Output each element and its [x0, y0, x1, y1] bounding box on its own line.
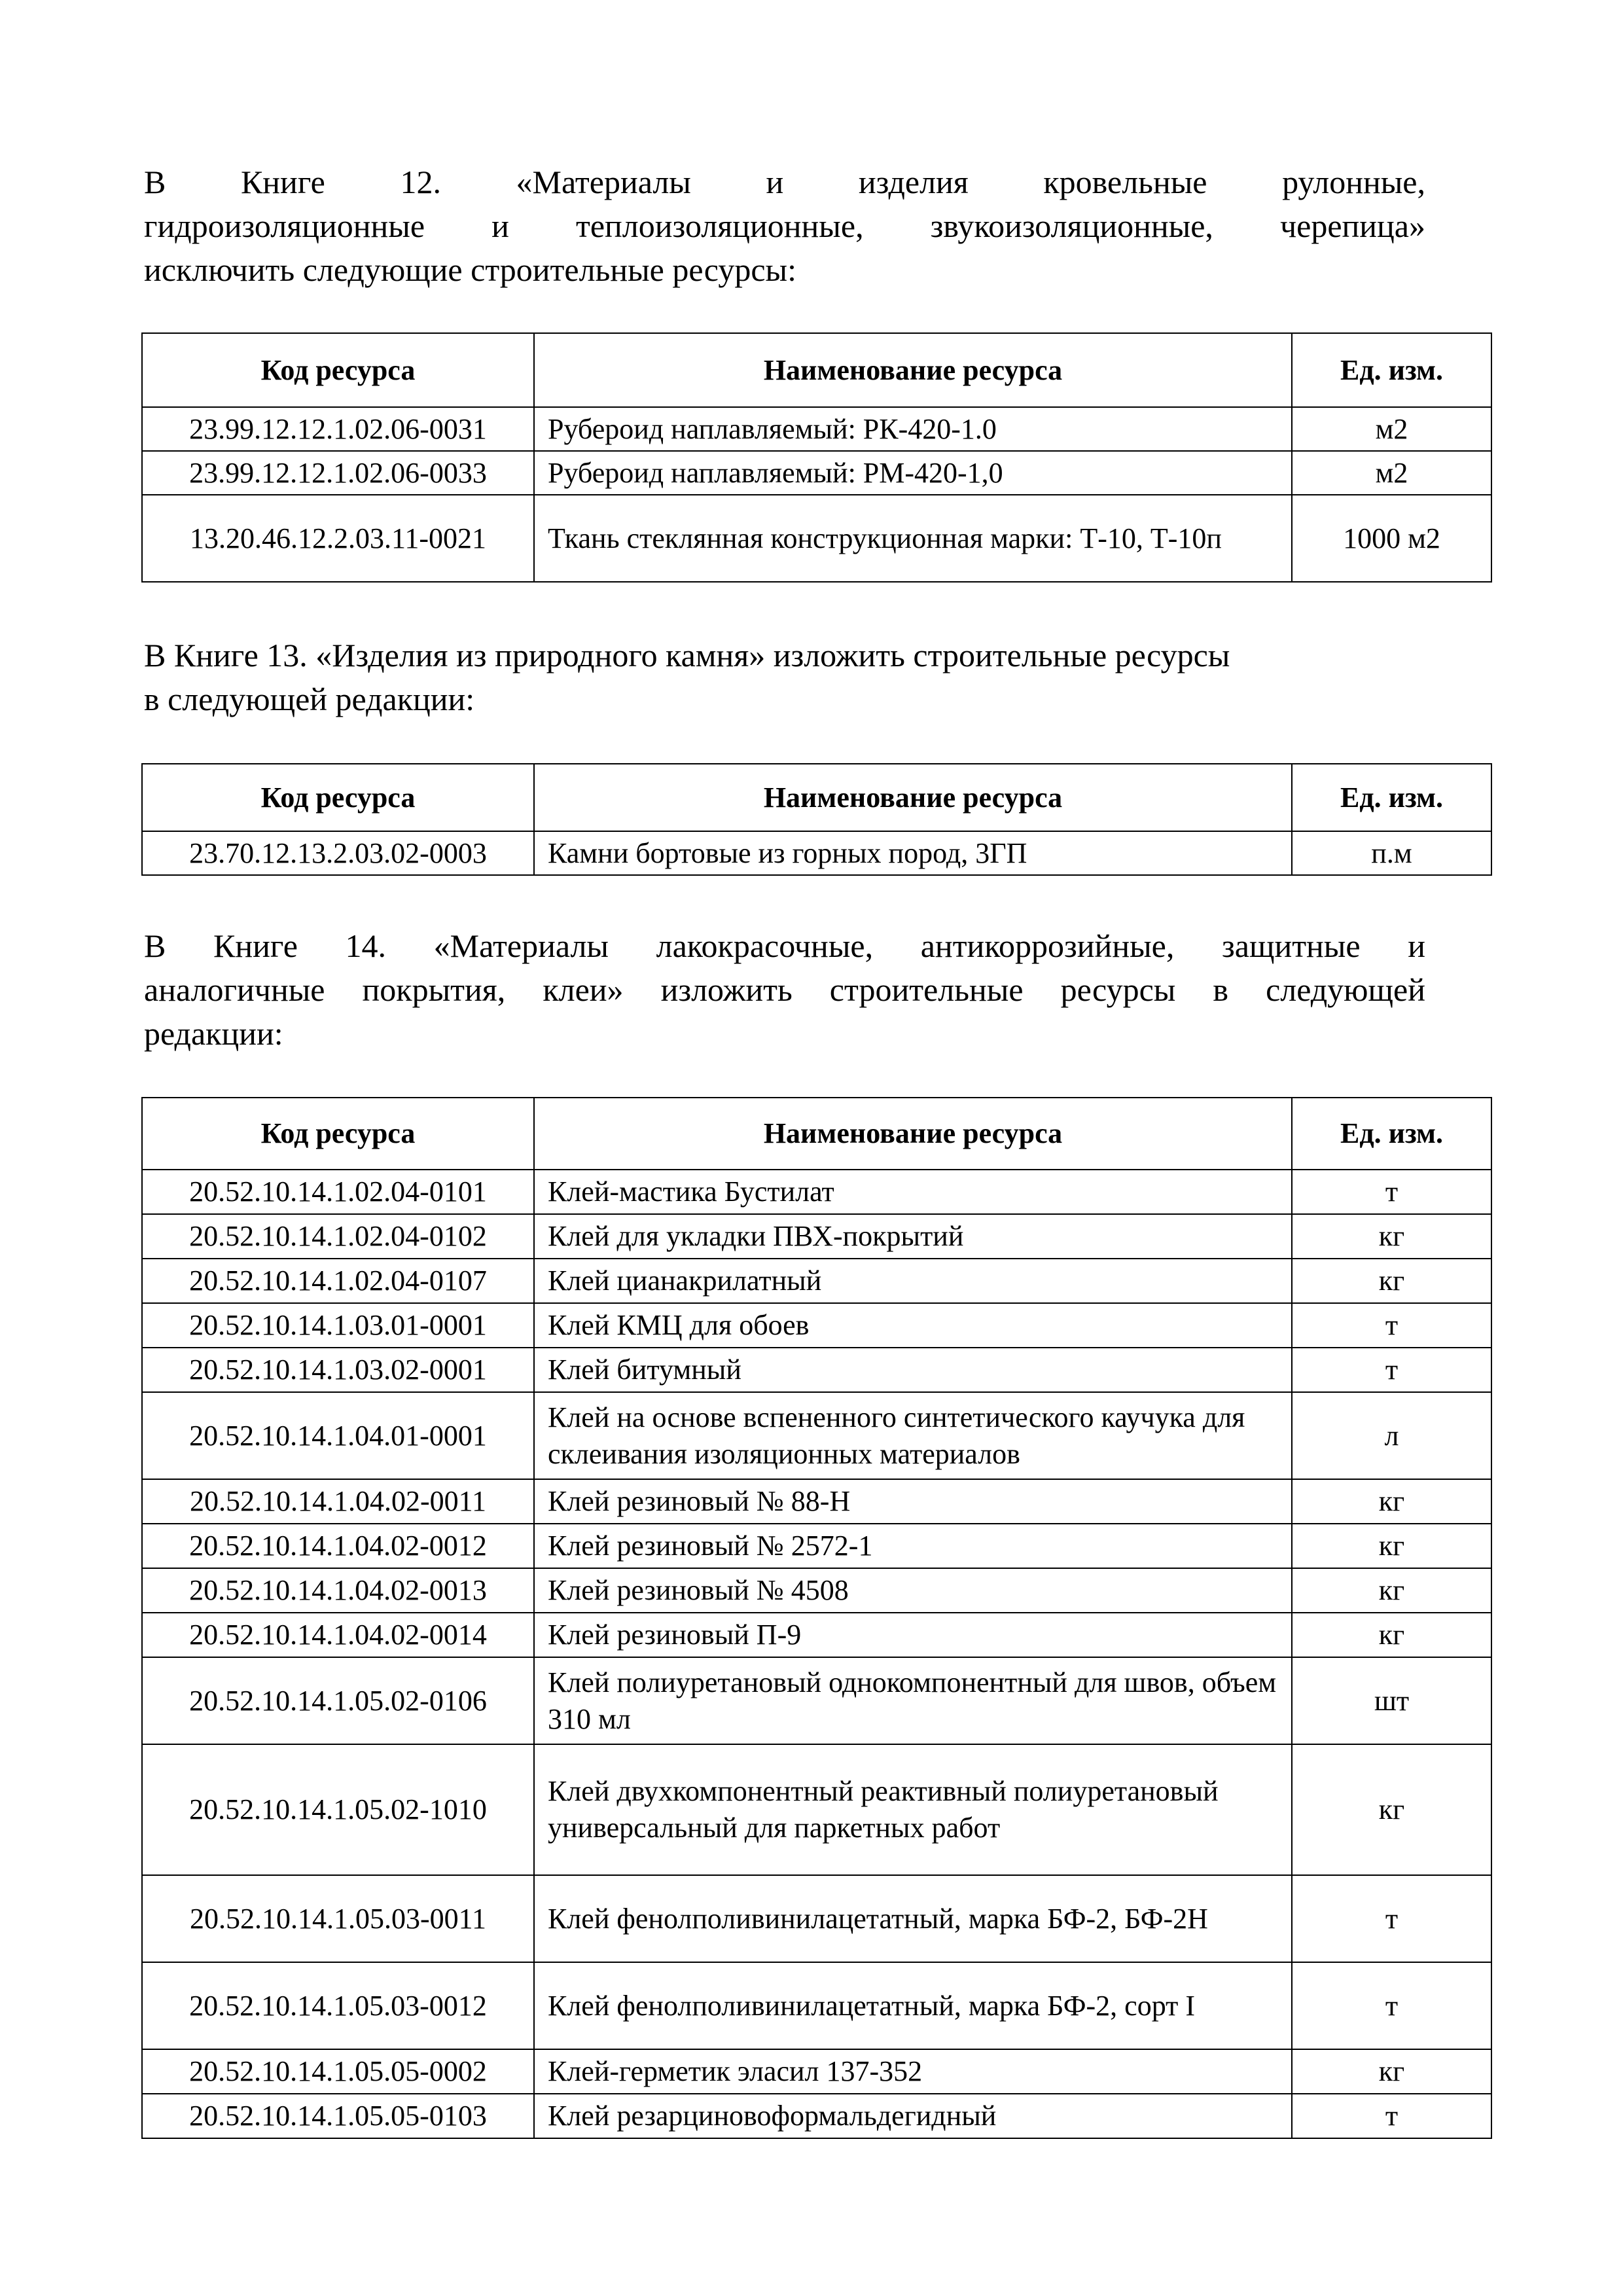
header-unit: Ед. изм.	[1292, 764, 1491, 831]
table-row	[142, 1744, 1491, 1875]
resource-unit: 1000 м2	[1292, 495, 1491, 582]
table-row	[142, 1303, 1491, 1348]
resource-unit: т	[1292, 1875, 1491, 1962]
resource-unit: м2	[1292, 451, 1491, 495]
resource-unit: т	[1292, 2094, 1491, 2138]
resource-name: Клей фенолполивинилацетатный, марка БФ-2, сорт I	[534, 1962, 1292, 2049]
resource-name: Клей для укладки ПВХ-покрытий	[534, 1214, 1292, 1259]
table-row	[142, 2049, 1491, 2094]
resource-unit: кг	[1292, 1524, 1491, 1568]
resource-name: Клей резиновый № 4508	[534, 1568, 1292, 1613]
resource-unit: т	[1292, 1962, 1491, 2049]
resource-code: 20.52.10.14.1.04.02-0014	[142, 1613, 534, 1657]
resource-code: 23.70.12.13.2.03.02-0003	[142, 831, 534, 875]
resource-unit: кг	[1292, 1613, 1491, 1657]
table-row	[142, 1613, 1491, 1657]
resource-code: 20.52.10.14.1.02.04-0101	[142, 1170, 534, 1214]
table-header-row	[142, 1098, 1491, 1170]
section13-table	[141, 763, 1492, 876]
table-row	[142, 1348, 1491, 1392]
table-row	[142, 1524, 1491, 1568]
resource-unit: кг	[1292, 2049, 1491, 2094]
section12-line-1: В Книге 12. «Материалы и изделия кровельные рулонные,	[144, 164, 1425, 200]
resource-code: 20.52.10.14.1.02.04-0102	[142, 1214, 534, 1259]
table-row	[142, 2094, 1491, 2138]
resource-name: Клей резиновый П-9	[534, 1613, 1292, 1657]
section12-line-3: исключить следующие строительные ресурсы:	[144, 251, 797, 288]
resource-unit: кг	[1292, 1744, 1491, 1875]
resource-code: 20.52.10.14.1.05.02-1010	[142, 1744, 534, 1875]
section12-intro	[144, 160, 1425, 292]
table-row	[142, 1479, 1491, 1524]
resource-code: 20.52.10.14.1.04.02-0012	[142, 1524, 534, 1568]
resource-code: 20.52.10.14.1.04.02-0013	[142, 1568, 534, 1613]
table-row	[142, 495, 1491, 582]
section14-line-3: редакции:	[144, 1015, 283, 1052]
table-row	[142, 1568, 1491, 1613]
resource-unit: кг	[1292, 1214, 1491, 1259]
header-name: Наименование ресурса	[534, 1098, 1292, 1170]
header-unit: Ед. изм.	[1292, 1098, 1491, 1170]
resource-name: Клей-герметик эласил 137-352	[534, 2049, 1292, 2094]
resource-unit: т	[1292, 1303, 1491, 1348]
table-row	[142, 1170, 1491, 1214]
resource-code: 20.52.10.14.1.04.01-0001	[142, 1392, 534, 1479]
section14-intro	[144, 924, 1425, 1056]
section14-table	[141, 1097, 1492, 2139]
header-name: Наименование ресурса	[534, 333, 1292, 407]
resource-code: 20.52.10.14.1.03.02-0001	[142, 1348, 534, 1392]
resource-name: Клей резиновый № 88-Н	[534, 1479, 1292, 1524]
resource-code: 20.52.10.14.1.05.03-0011	[142, 1875, 534, 1962]
header-code: Код ресурса	[142, 764, 534, 831]
table-row	[142, 1259, 1491, 1303]
resource-unit: м2	[1292, 407, 1491, 451]
resource-unit: т	[1292, 1348, 1491, 1392]
resource-name: Клей на основе вспененного синтетического каучука для склеивания изоляционных материалов	[534, 1392, 1292, 1479]
resource-unit: т	[1292, 1170, 1491, 1214]
table-row	[142, 1214, 1491, 1259]
resource-code: 20.52.10.14.1.05.03-0012	[142, 1962, 534, 2049]
table-header-row	[142, 333, 1491, 407]
resource-name: Камни бортовые из горных пород, 3ГП	[534, 831, 1292, 875]
resource-code: 20.52.10.14.1.05.02-0106	[142, 1657, 534, 1744]
resource-name: Клей цианакрилатный	[534, 1259, 1292, 1303]
header-code: Код ресурса	[142, 1098, 534, 1170]
resource-name: Клей полиуретановый однокомпонентный для швов, объем 310 мл	[534, 1657, 1292, 1744]
resource-name: Клей резарциновоформальдегидный	[534, 2094, 1292, 2138]
table-row	[142, 1657, 1491, 1744]
resource-name: Клей КМЦ для обоев	[534, 1303, 1292, 1348]
table-row	[142, 831, 1491, 875]
section13-intro	[144, 634, 1425, 721]
resource-unit: кг	[1292, 1479, 1491, 1524]
section13-line-1: В Книге 13. «Изделия из природного камня» изложить строительные ресурсы	[144, 637, 1230, 673]
resource-unit: кг	[1292, 1259, 1491, 1303]
resource-code: 20.52.10.14.1.05.05-0103	[142, 2094, 534, 2138]
table-row	[142, 1875, 1491, 1962]
resource-name: Клей-мастика Бустилат	[534, 1170, 1292, 1214]
section14-line-2: аналогичные покрытия, клеи» изложить строительные ресурсы в следующей	[144, 971, 1425, 1008]
table-row	[142, 1392, 1491, 1479]
section12-line-2: гидроизоляционные и теплоизоляционные, звукоизоляционные, черепица»	[144, 207, 1425, 244]
table-row	[142, 407, 1491, 451]
header-name: Наименование ресурса	[534, 764, 1292, 831]
resource-code: 23.99.12.12.1.02.06-0033	[142, 451, 534, 495]
resource-code: 13.20.46.12.2.03.11-0021	[142, 495, 534, 582]
resource-name: Клей двухкомпонентный реактивный полиуретановый универсальный для паркетных работ	[534, 1744, 1292, 1875]
table-row	[142, 451, 1491, 495]
resource-code: 23.99.12.12.1.02.06-0031	[142, 407, 534, 451]
resource-code: 20.52.10.14.1.04.02-0011	[142, 1479, 534, 1524]
section14-line-1: В Книге 14. «Материалы лакокрасочные, антикоррозийные, защитные и	[144, 927, 1425, 964]
resource-unit: п.м	[1292, 831, 1491, 875]
resource-name: Рубероид наплавляемый: РМ-420-1,0	[534, 451, 1292, 495]
table-row	[142, 1962, 1491, 2049]
table-header-row	[142, 764, 1491, 831]
resource-name: Клей битумный	[534, 1348, 1292, 1392]
resource-code: 20.52.10.14.1.05.05-0002	[142, 2049, 534, 2094]
section12-table	[141, 332, 1492, 583]
resource-unit: л	[1292, 1392, 1491, 1479]
resource-name: Ткань стеклянная конструкционная марки: Т-10, Т-10п	[534, 495, 1292, 582]
resource-name: Клей резиновый № 2572-1	[534, 1524, 1292, 1568]
resource-name: Рубероид наплавляемый: РК-420-1.0	[534, 407, 1292, 451]
resource-unit: кг	[1292, 1568, 1491, 1613]
resource-unit: шт	[1292, 1657, 1491, 1744]
section13-line-2: в следующей редакции:	[144, 681, 475, 717]
header-unit: Ед. изм.	[1292, 333, 1491, 407]
resource-code: 20.52.10.14.1.02.04-0107	[142, 1259, 534, 1303]
header-code: Код ресурса	[142, 333, 534, 407]
resource-code: 20.52.10.14.1.03.01-0001	[142, 1303, 534, 1348]
resource-name: Клей фенолполивинилацетатный, марка БФ-2, БФ-2Н	[534, 1875, 1292, 1962]
